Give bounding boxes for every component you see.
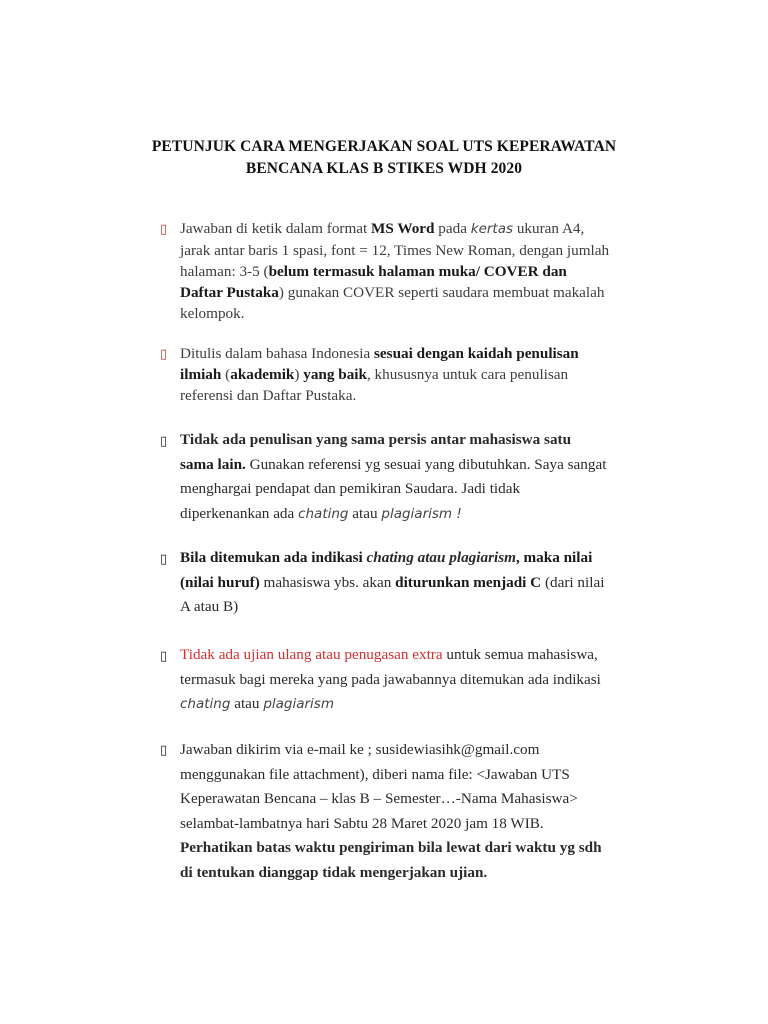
item-line: Jawaban dikirim via e-mail ke ; susidewiasihk@gmail.com [180, 741, 540, 758]
text: ) [294, 366, 304, 383]
text: pada [434, 220, 471, 237]
text: diperkenankan ada [180, 504, 299, 522]
text-bold: sesuai dengan kaidah penulisan [374, 345, 579, 362]
text-bold-italic: chating atau plagiarism [366, 549, 516, 566]
item-line: termasuk bagi mereka yang pada jawabannya ditemukan ada indikasi [180, 670, 601, 688]
list-item-penalty [180, 546, 700, 620]
document-title-line-2: BENCANA KLAS B STIKES WDH 2020 [245, 160, 523, 177]
text: atau [348, 504, 382, 522]
text-bold: Daftar Pustaka [180, 284, 279, 301]
text: (dari nilai [541, 573, 605, 591]
text-bold: yang baik [303, 366, 367, 383]
text-bold: sama lain. [180, 455, 246, 473]
item-line: A atau B) [180, 598, 239, 616]
bullet-icon: ▯ [160, 434, 168, 449]
item-line: Keperawatan Bencana – klas B – Semester…-Nama Mahasiswa> [180, 790, 578, 808]
item-line [180, 218, 700, 240]
text-bold: diturunkan menjadi C [395, 573, 542, 591]
text-bold: (nilai huruf) [180, 573, 260, 591]
text-italic: chating [298, 505, 349, 522]
text: ukuran A4, [513, 220, 585, 237]
item-line: di tentukan dianggap tidak mengerjakan ujian. [180, 863, 488, 881]
item-line [180, 453, 700, 478]
bullet-icon: ▯ [160, 552, 168, 567]
text-red: Tidak ada ujian ulang atau penugasan extra [180, 646, 443, 663]
text: mahasiswa ybs. akan [259, 573, 396, 591]
bullet-icon: ▯ [160, 347, 168, 362]
item-line: kelompok. [180, 305, 245, 322]
item-line: menggunakan file attachment), diberi nama file: <Jawaban UTS [180, 765, 570, 783]
list-item-no-retake [180, 643, 700, 717]
text-italic: plagiarism ! [381, 505, 462, 522]
text: ) gunakan COVER seperti saudara membuat makalah [278, 284, 605, 301]
text: Jawaban di ketik dalam format [180, 220, 372, 237]
text-italic: kertas [470, 221, 514, 237]
item-line [180, 343, 700, 364]
item-line: selambat-lambatnya hari Sabtu 28 Maret 2020 jam 18 WIB. [180, 814, 544, 832]
list-item-format [180, 218, 700, 324]
list-item-no-copy [180, 428, 700, 526]
item-line: jarak antar baris 1 spasi, font = 12, Times New Roman, dengan jumlah [180, 242, 610, 259]
item-line [180, 261, 700, 282]
text-italic: plagiarism [263, 696, 334, 713]
item-line: Perhatikan batas waktu pengiriman bila lewat dari waktu yg sdh [180, 839, 602, 857]
item-line: menghargai pendapat dan pemikiran Saudara. Jadi tidak [180, 480, 521, 498]
item-line: referensi dan Daftar Pustaka. [180, 387, 357, 404]
text-bold: belum termasuk halaman muka/ COVER dan [268, 263, 567, 280]
text-bold: akademik [230, 366, 295, 383]
bullet-icon: ▯ [160, 649, 168, 664]
text: untuk semua mahasiswa, [442, 646, 598, 663]
text: Gunakan referensi yg sesuai yang dibutuhkan. Saya sangat [245, 455, 607, 473]
item-line [180, 643, 700, 668]
text: atau [230, 695, 264, 713]
text: , khususnya untuk cara penulisan [366, 366, 569, 383]
text-italic: chating [180, 696, 231, 713]
item-line [180, 502, 700, 527]
text: ( [221, 366, 231, 383]
item-line [180, 571, 700, 596]
bullet-icon: ▯ [160, 222, 168, 237]
list-item-submission [180, 738, 700, 886]
item-line: Tidak ada penulisan yang sama persis antar mahasiswa satu [180, 431, 572, 448]
item-line [180, 546, 700, 571]
text: Ditulis dalam bahasa Indonesia [180, 345, 375, 362]
text-bold: , maka nilai [515, 549, 593, 566]
text: halaman: 3-5 ( [180, 263, 269, 280]
text-bold: MS Word [371, 220, 435, 237]
item-line [180, 282, 700, 303]
item-line [180, 364, 700, 385]
bullet-icon: ▯ [160, 743, 168, 758]
item-line [180, 692, 700, 717]
document-title-line-1: PETUNJUK CARA MENGERJAKAN SOAL UTS KEPERAWATAN [151, 138, 617, 155]
list-item-language [180, 343, 700, 406]
text-bold: Bila ditemukan ada indikasi [180, 549, 367, 566]
text-bold: ilmiah [180, 366, 222, 383]
